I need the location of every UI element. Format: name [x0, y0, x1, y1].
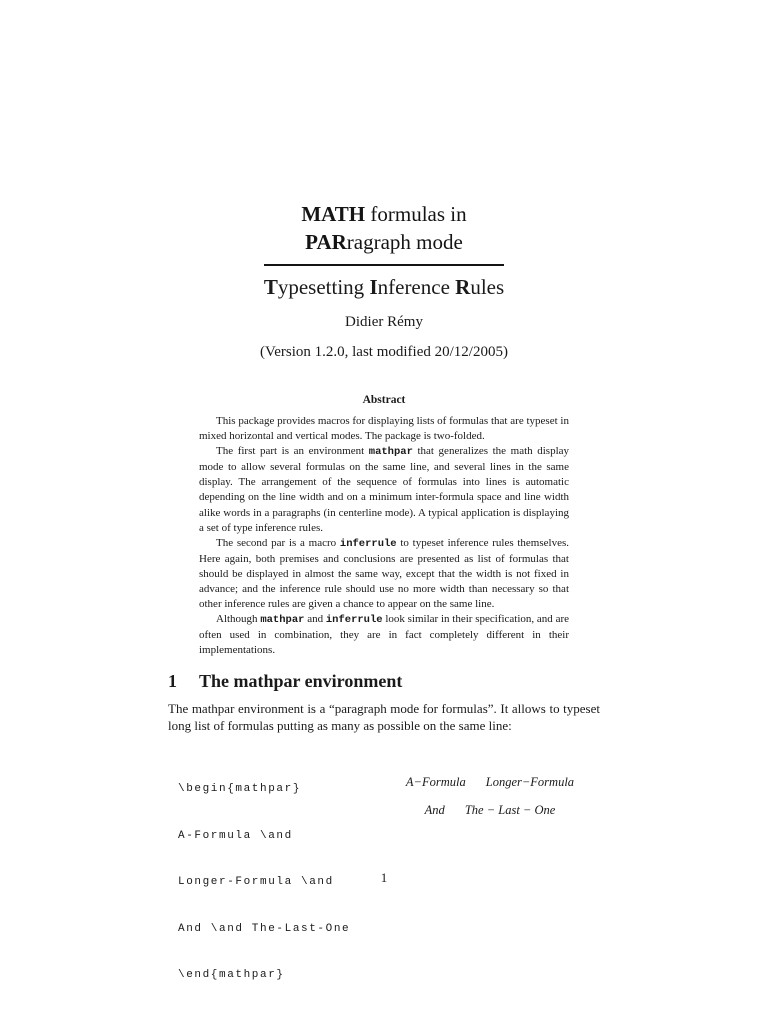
rendered-formula: And: [424, 802, 445, 817]
abstract-paragraph-1: This package provides macros for displaying lists of formulas that are typeset in mixed horizontal and vertical modes. The package is two-folded.: [199, 415, 569, 443]
version-line: (Version 1.2.0, last modified 20/12/2005): [260, 344, 508, 360]
abstract-p4-mid: and: [304, 613, 326, 626]
abstract-p3-b: to typeset inference rules themselves. Here again, both premises and conclusions are presented as list of formulas that should be displayed in almost the same way, except that the width is not fixed in advance; and the inference rule should use no more width than necessary so that other inference rules are given a chance to appear on the same line.: [199, 536, 569, 611]
title-bold-par: PAR: [305, 230, 347, 254]
abstract-p4-b: look similar in their specification, and are often used in combination, they are in fact completely different in their implementations.: [199, 613, 569, 657]
subtitle-r-rest: ules: [470, 275, 505, 299]
abstract-paragraph-4: [199, 612, 569, 658]
subtitle-i: I: [369, 275, 378, 299]
abstract-paragraph-3: [199, 536, 569, 612]
abstract-p2-b: that generalizes the math display mode to allow several formulas on the same line, and several lines in the same display. The arrangement of the sequence of formulas into lines is automatic depending on the line width and on a minimum inter-formula space and line width alike words in a paragraphs (in centerline mode). A typical application is displaying a set of type inference rules.: [199, 445, 570, 534]
code-line: \begin{mathpar}: [178, 783, 302, 795]
abstract-body: [199, 414, 569, 659]
abstract-p4-a: Although: [216, 613, 261, 626]
rendered-formula: The − Last − One: [464, 802, 556, 817]
code-mathpar-2: mathpar: [260, 614, 305, 627]
code-inferrule: inferrule: [339, 537, 397, 550]
rendered-output: [380, 768, 600, 824]
subtitle-t-rest: ypesetting: [277, 275, 370, 299]
rendered-formula: Longer−Formula: [485, 774, 575, 789]
code-line: And \and The-Last-One: [178, 922, 351, 935]
code-line: Longer-Formula \and: [178, 876, 334, 888]
section-heading: [168, 670, 402, 692]
title-rest-2: ragraph mode: [346, 230, 463, 254]
title-rule: [264, 264, 504, 266]
section-title: The mathpar environment: [199, 671, 403, 691]
abstract-heading: Abstract: [362, 394, 406, 406]
rendered-row-1: [380, 768, 600, 796]
section-body-text: The mathpar environment is a “paragraph mode for formulas”. It allows to typeset long list of formulas putting as many as possible on the same line:: [168, 701, 600, 733]
title-line-1: [0, 200, 768, 228]
subtitle: [0, 272, 768, 302]
subtitle-t: T: [263, 275, 278, 299]
author: Didier Rémy: [345, 314, 423, 330]
code-line: A-Formula \and: [178, 829, 293, 842]
rendered-formula: A−Formula: [405, 774, 466, 789]
code-inferrule-2: inferrule: [325, 614, 383, 627]
abstract-p2-a: The first part is an environment: [216, 445, 369, 458]
title-block: [0, 200, 768, 362]
code-mathpar: mathpar: [368, 446, 413, 459]
subtitle-r: R: [455, 275, 471, 299]
rendered-row-2: [380, 796, 600, 824]
section-number: 1: [168, 671, 177, 691]
page-number: 1: [380, 870, 388, 885]
code-line: \end{mathpar}: [178, 969, 285, 981]
subtitle-i-rest: nference: [377, 275, 456, 299]
title-rest-1: formulas in: [365, 202, 467, 226]
title-line-2: [0, 228, 768, 256]
title-bold-math: MATH: [301, 202, 366, 226]
abstract-paragraph-2: [199, 444, 569, 536]
abstract-p3-a: The second par is a macro: [216, 536, 340, 549]
